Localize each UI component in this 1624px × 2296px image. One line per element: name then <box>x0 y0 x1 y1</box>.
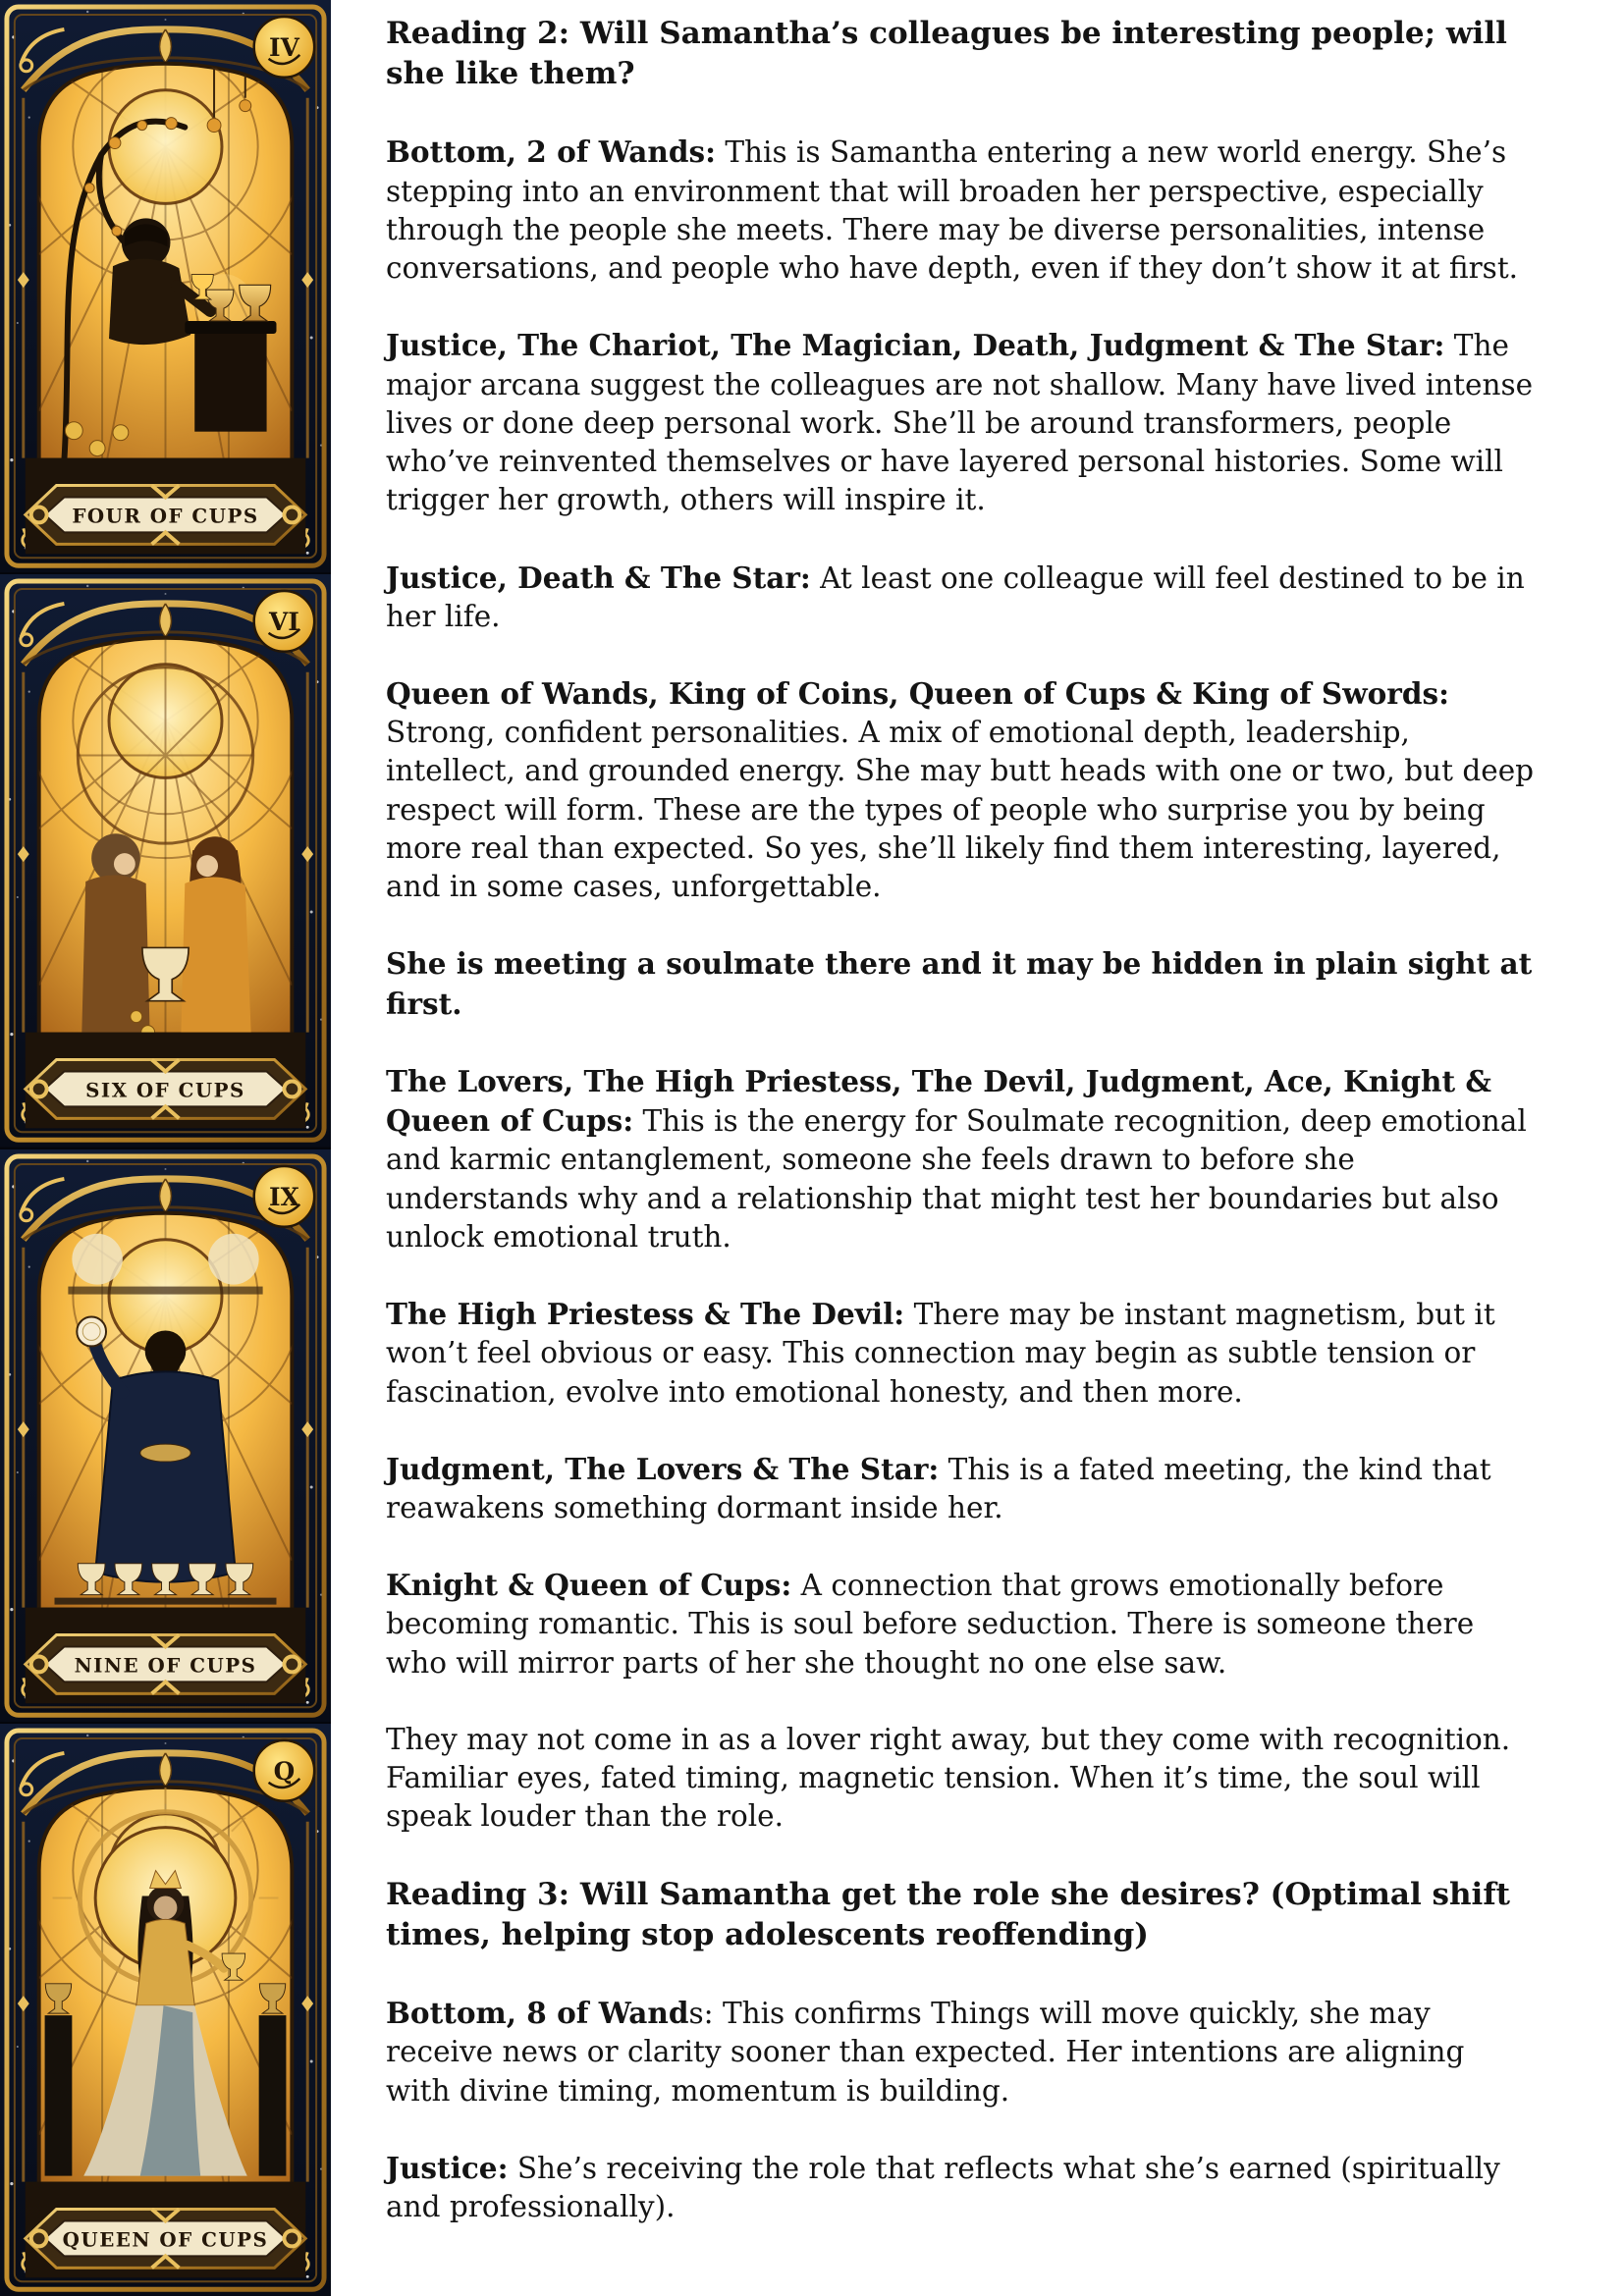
card-title-label: FOUR OF CUPS <box>72 504 259 528</box>
text-run: This is the energy for Soulmate recognition, deep emotional and karmic entanglement, someone she feels drawn to before she understands why and a relationship that might test her boundaries but also unlock emotional truth. <box>386 1104 1527 1254</box>
card-rank-numeral: IX <box>269 1182 299 1211</box>
text-run: They may not come in as a lover right away, but they come with recognition. Familiar eyes, fated timing, magnetic tension. When it’s time, the soul will speak louder than the role. <box>386 1722 1511 1834</box>
paragraph <box>386 1295 1535 1412</box>
section-heading <box>386 1875 1535 1955</box>
card-rank-numeral: VI <box>269 608 299 637</box>
text-run: At least one colleague will feel destined to be in her life. <box>386 561 1525 633</box>
tarot-card-four-of-cups <box>0 0 331 574</box>
bold-run: Justice, The Chariot, The Magician, Death, Judgment & The Star: <box>386 328 1445 363</box>
paragraph <box>386 1566 1535 1682</box>
bold-run: The Lovers, The High Priestess, The Devil, Judgment, Ace, Knight & Queen of Cups: <box>386 1063 1491 1139</box>
text-run: s: This confirms Things will move quickly, she may receive news or clarity sooner than expected. Her intentions are aligning with divine timing, momentum is building. <box>386 1997 1465 2108</box>
card-title-label: NINE OF CUPS <box>74 1652 257 1677</box>
bold-run: Justice, Death & The Star: <box>386 560 811 595</box>
card-title-banner <box>26 2209 305 2268</box>
text-run: She’s receiving the role that reflects what she’s earned (spiritually and professionally). <box>386 2151 1500 2224</box>
card-rank-badge <box>254 1165 314 1226</box>
card-title-label: SIX OF CUPS <box>85 1078 245 1102</box>
text-run: A connection that grows emotionally before becoming romantic. This is soul before seduction. There is someone there who will mirror parts of her she thought no one else saw. <box>386 1569 1475 1680</box>
card-rank-numeral: IV <box>269 32 299 62</box>
bold-run: Bottom, 2 of Wands: <box>386 134 716 170</box>
paragraph <box>386 1994 1535 2110</box>
bold-run: She is meeting a soulmate there and it may be hidden in plain sight at first. <box>386 946 1533 1021</box>
section-heading <box>386 14 1535 94</box>
card-art <box>0 1149 331 1722</box>
bold-run: Reading 2: Will Samantha’s colleagues be interesting people; will she like them? <box>386 16 1507 92</box>
bold-run: The High Priestess & The Devil: <box>386 1297 905 1332</box>
card-art <box>0 1724 331 2296</box>
paragraph <box>386 1721 1535 1837</box>
paragraph <box>386 674 1535 906</box>
paragraph <box>386 1450 1535 1527</box>
paragraph <box>386 2149 1535 2226</box>
bold-run: Judgment, The Lovers & The Star: <box>386 1451 940 1486</box>
card-rank-badge <box>254 591 314 652</box>
tarot-card-nine-of-cups <box>0 1149 331 1724</box>
card-title-banner <box>26 1634 305 1693</box>
text-run: Strong, confident personalities. A mix of emotional depth, leadership, intellect, and grounded energy. She may butt heads with one or two, but deep respect will form. These are the types of people who surprise you by being more real than expected. So yes, she’ll likely find them interesting, layered, and in some cases, unforgettable. <box>386 716 1535 904</box>
text-run: The major arcana suggest the colleagues are not shallow. Many have lived intense lives or done deep personal work. She’ll be around transformers, people who’ve reinvented themselves or have layered personal histories. Some will trigger her growth, others will inspire it. <box>386 329 1534 517</box>
bold-run: Knight & Queen of Cups: <box>386 1568 792 1603</box>
bold-run: Reading 3: Will Samantha get the role she desires? (Optimal shift times, helping stop adolescents reoffending) <box>386 1876 1510 1952</box>
paragraph <box>386 559 1535 636</box>
bold-run: Queen of Wands, King of Coins, Queen of Cups & King of Swords: <box>386 676 1449 712</box>
text-run: This is a fated meeting, the kind that reawakens something dormant inside her. <box>386 1452 1491 1524</box>
bold-run: Bottom, 8 of Wand <box>386 1996 689 2031</box>
paragraph <box>386 1062 1535 1256</box>
glowing-orb <box>109 90 222 204</box>
card-title-banner <box>26 486 305 545</box>
tarot-card-queen-of-cups <box>0 1724 331 2296</box>
bold-run: Justice: <box>386 2150 509 2185</box>
card-title-banner <box>26 1060 305 1119</box>
tarot-card-column <box>0 0 331 2296</box>
card-art <box>0 574 331 1147</box>
text-run: There may be instant magnetism, but it won’t feel obvious or easy. This connection may begin as subtle tension or fascination, evolve into emotional honesty, and then more. <box>386 1298 1495 1409</box>
card-art <box>0 0 331 572</box>
card-rank-badge <box>254 17 314 78</box>
card-rank-badge <box>254 1740 314 1801</box>
paragraph <box>386 133 1535 288</box>
text-run: This is Samantha entering a new world energy. She’s stepping into an environment that will broaden her perspective, especially through the people she meets. There may be diverse personalities, intense conversations, and people who have depth, even if they don’t show it at first. <box>386 135 1519 286</box>
reading-text-column <box>386 0 1535 2296</box>
paragraph <box>386 944 1535 1023</box>
tarot-card-six-of-cups <box>0 574 331 1148</box>
paragraph <box>386 326 1535 519</box>
card-title-label: QUEEN OF CUPS <box>62 2227 269 2252</box>
card-rank-numeral: Q <box>273 1756 296 1786</box>
